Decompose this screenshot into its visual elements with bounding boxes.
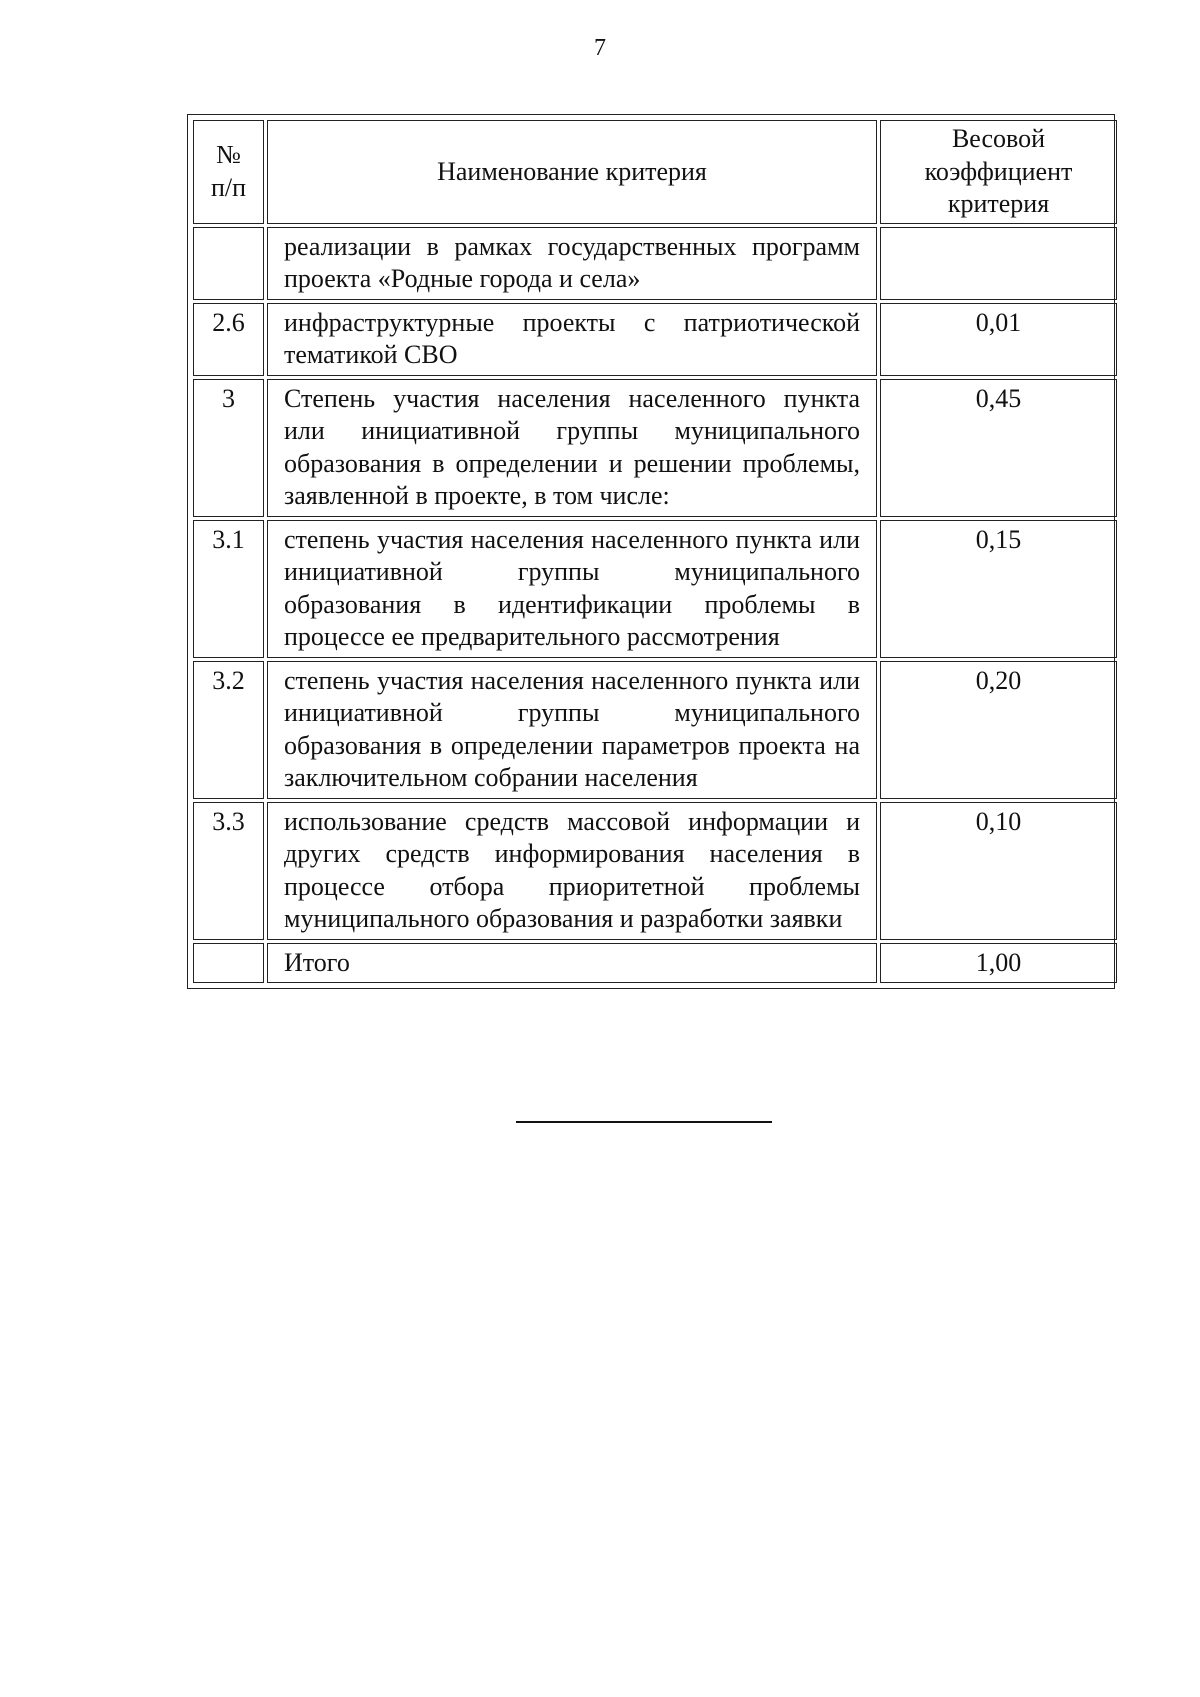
header-coef: Весовой коэффициент критерия xyxy=(880,120,1117,224)
row-num: 3.1 xyxy=(193,520,264,658)
row-coef: 0,01 xyxy=(880,303,1117,376)
header-num: № п/п xyxy=(193,120,264,224)
table-row xyxy=(193,802,1117,940)
row-name: степень участия населения населенного пункта или инициативной группы муниципального образования в определении параметров проекта на заключительном собрании населения xyxy=(267,661,877,799)
row-num xyxy=(193,943,264,984)
criteria-table xyxy=(187,114,1115,989)
row-name: реализации в рамках государственных программ проекта «Родные города и села» xyxy=(267,227,877,300)
row-name: степень участия населения населенного пункта или инициативной группы муниципального образования в идентификации проблемы в процессе ее предварительного рассмотрения xyxy=(267,520,877,658)
row-num: 3.3 xyxy=(193,802,264,940)
page-number: 7 xyxy=(594,35,606,61)
row-num: 2.6 xyxy=(193,303,264,376)
row-coef: 0,10 xyxy=(880,802,1117,940)
row-coef: 0,45 xyxy=(880,379,1117,517)
row-name: Итого xyxy=(267,943,877,984)
row-num xyxy=(193,227,264,300)
table-row xyxy=(193,303,1117,376)
row-coef: 0,20 xyxy=(880,661,1117,799)
table-row-total xyxy=(193,943,1117,984)
row-coef: 1,00 xyxy=(880,943,1117,984)
table-row xyxy=(193,520,1117,658)
table-row xyxy=(193,661,1117,799)
table-header-row xyxy=(193,120,1117,224)
row-num: 3 xyxy=(193,379,264,517)
row-name: инфраструктурные проекты с патриотической тематикой СВО xyxy=(267,303,877,376)
row-name: Степень участия населения населенного пункта или инициативной группы муниципального образования в определении и решении проблемы, заявленной в проекте, в том числе: xyxy=(267,379,877,517)
row-num: 3.2 xyxy=(193,661,264,799)
separator-line xyxy=(516,1121,772,1123)
row-coef: 0,15 xyxy=(880,520,1117,658)
table-row xyxy=(193,379,1117,517)
row-coef xyxy=(880,227,1117,300)
table-row xyxy=(193,227,1117,300)
header-name: Наименование критерия xyxy=(267,120,877,224)
row-name: использование средств массовой информации и других средств информирования населения в процессе отбора приоритетной проблемы муниципального образования и разработки заявки xyxy=(267,802,877,940)
